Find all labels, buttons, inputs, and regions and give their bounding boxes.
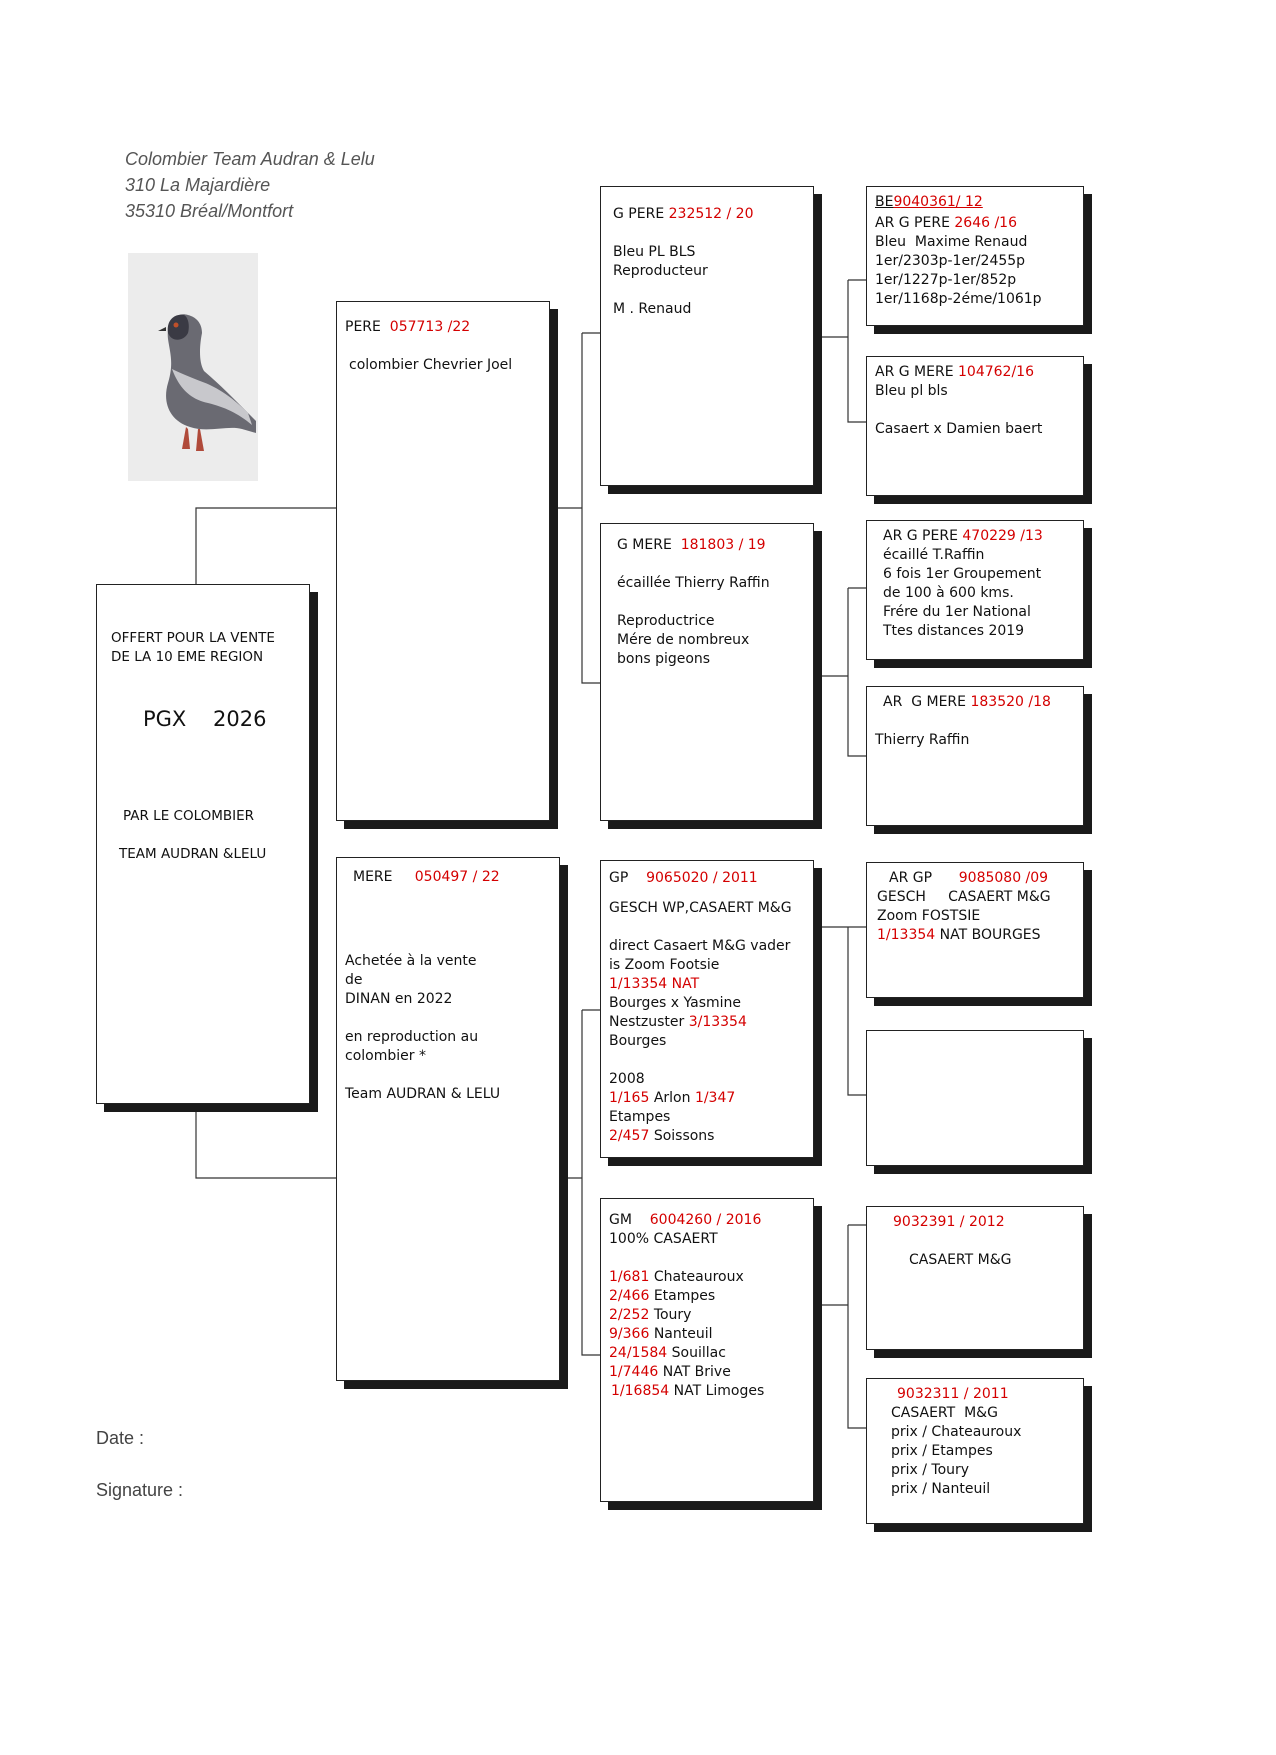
result-row: 2/252 Toury [609,1307,692,1323]
ggs1-line1: Bleu Maxime Renaud [875,234,1028,250]
result-row: 1/16854 NAT Limoges [611,1383,765,1399]
result-row: 24/1584 Souillac [609,1345,726,1361]
dam-sire-line10: Etampes [609,1109,671,1125]
result-row: 9/366 Nanteuil [609,1326,713,1342]
ggs4-line1: CASAERT M&G [909,1252,1012,1268]
granddam-line3: Mére de nombreux [617,632,750,648]
ggd4-line3: prix / Etampes [891,1443,993,1459]
great-grandsire-2-box [866,520,1084,660]
ggs3-line2: Zoom FOSTSIE [877,908,981,924]
dam-sire-line2: direct Casaert M&G vader [609,938,791,954]
ggs1-line3: 1er/1227p-1er/852p [875,272,1017,288]
dam-sire-line11a: 2/457 [609,1128,650,1144]
sire-label: PERE [345,319,381,335]
subject-line4: TEAM AUDRAN &LELU [119,846,267,862]
dam-sire-line9b: Arlon [653,1090,691,1106]
dam-label: MERE [353,869,393,885]
loft-name: Colombier Team Audran & Lelu [125,149,375,169]
ggd4-line2: prix / Chateauroux [891,1424,1022,1440]
dam-sire-line8: 2008 [609,1071,645,1087]
dam-sire-line9c: 1/347 [694,1090,736,1106]
ggs1-country: BE [875,194,894,210]
sire-line1: colombier Chevrier Joel [349,357,513,373]
dam-sire-line11b: Soissons [653,1128,715,1144]
grandsire-line1: Bleu PL BLS [613,244,696,260]
great-granddam-1-box [866,356,1084,496]
ggs2-line3: de 100 à 600 kms. [883,585,1014,601]
result-row: 2/466 Etampes [609,1288,716,1304]
dam-sire-line4: 1/13354 NAT [609,976,700,992]
ggs4-ring: 9032391 / 2012 [893,1214,1005,1230]
grandsire-label: G PERE [613,206,665,222]
ggs3-label: AR GP [889,870,933,886]
subject-line2: DE LA 10 EME REGION [111,649,264,665]
ggd2-line1: Thierry Raffin [875,732,970,748]
grandsire-line3: M . Renaud [613,301,692,317]
ggs1-line2: 1er/2303p-1er/2455p [875,253,1026,269]
loft-city: 35310 Bréal/Montfort [125,201,294,221]
ggd4-ring: 9032311 / 2011 [897,1386,1009,1402]
ggs1-ring: 9040361/ 12 [893,194,983,210]
granddam-line1: écaillée Thierry Raffin [617,575,770,591]
granddam-ring: 181803 / 19 [680,537,766,553]
ggs2-line1: écaillé T.Raffin [883,547,985,563]
granddam-box [600,523,814,821]
subject-box [96,584,310,1104]
dam-sire-line5: Bourges x Yasmine [609,995,742,1011]
sire-box [336,301,550,821]
dam-dam-box [600,1198,814,1502]
dam-dam-results [609,1268,805,1401]
granddam-label: G MERE [617,537,672,553]
sire-ring: 057713 /22 [389,319,471,335]
ggs3-line3b: NAT BOURGES [939,927,1041,943]
dam-box [336,857,560,1381]
ggs2-line2: 6 fois 1er Groupement [883,566,1042,582]
subject-code: PGX 2026 [143,707,267,731]
dam-line2: de [345,972,363,988]
result-row: 1/7446 NAT Brive [609,1364,731,1380]
dam-line1: Achetée à la vente [345,953,477,969]
dam-dam-label: GM [609,1212,632,1228]
ggd1-label: AR G MERE [875,364,954,380]
dam-sire-line3: is Zoom Footsie [609,957,720,973]
ggs2-line4: Frére du 1er National [883,604,1031,620]
dam-line3: DINAN en 2022 [345,991,453,1007]
dam-sire-line9a: 1/165 [609,1090,650,1106]
great-grandsire-4-box [866,1206,1084,1350]
ggd1-ring: 104762/16 [958,364,1034,380]
ggd1-line1: Bleu pl bls [875,383,948,399]
grandsire-box [600,186,814,486]
dam-sire-ring: 9065020 / 2011 [646,870,758,886]
dam-sire-line6a: Nestzuster [609,1014,685,1030]
great-granddam-3-box [866,1030,1084,1166]
dam-line6: Team AUDRAN & LELU [345,1086,501,1102]
ggd2-ring: 183520 /18 [970,694,1051,710]
ggd4-line4: prix / Toury [891,1462,970,1478]
ggd1-line2: Casaert x Damien baert [875,421,1043,437]
great-grandsire-3-box [866,862,1084,998]
signature-label: Signature : [96,1480,184,1500]
dam-sire-label: GP [609,870,629,886]
ggd4-line1: CASAERT M&G [891,1405,998,1421]
loft-address: 310 La Majardière [125,175,271,195]
ggs2-label: AR G PERE [883,528,958,544]
dam-line5: colombier * [345,1048,426,1064]
ggs1-line4: 1er/1168p-2éme/1061p [875,291,1042,307]
pigeon-photo [128,253,258,481]
dam-sire-line1: GESCH WP,CASAERT M&G [609,900,792,916]
ggs3-line3a: 1/13354 [877,927,936,943]
dam-sire-line7: Bourges [609,1033,667,1049]
grandsire-ring: 232512 / 20 [668,206,754,222]
great-granddam-4-box [866,1378,1084,1524]
dam-ring: 050497 / 22 [414,869,500,885]
dam-sire-line6b: 3/13354 [688,1014,747,1030]
granddam-line2: Reproductrice [617,613,715,629]
grandsire-line2: Reproducteur [613,263,708,279]
ggd4-line5: prix / Nanteuil [891,1481,991,1497]
ggs3-line1: GESCH CASAERT M&G [877,889,1051,905]
ggs1-ring2: 2646 /16 [954,215,1017,231]
dam-dam-line1: 100% CASAERT [609,1231,718,1247]
ggs2-line5: Ttes distances 2019 [883,623,1025,639]
result-row: 1/681 Chateauroux [609,1269,744,1285]
great-granddam-2-box [866,686,1084,826]
dam-sire-box [600,860,814,1158]
dam-line4: en reproduction au [345,1029,479,1045]
ggs1-label: AR G PERE [875,215,950,231]
ggs3-ring: 9085080 /09 [958,870,1049,886]
ggs2-ring: 470229 /13 [962,528,1043,544]
dam-dam-ring: 6004260 / 2016 [649,1212,762,1228]
ggd2-label: AR G MERE [883,694,967,710]
granddam-line4: bons pigeons [617,651,711,667]
subject-line3: PAR LE COLOMBIER [123,808,255,824]
date-label: Date : [96,1428,145,1448]
subject-line1: OFFERT POUR LA VENTE [111,630,275,646]
great-grandsire-1-box [866,186,1084,326]
